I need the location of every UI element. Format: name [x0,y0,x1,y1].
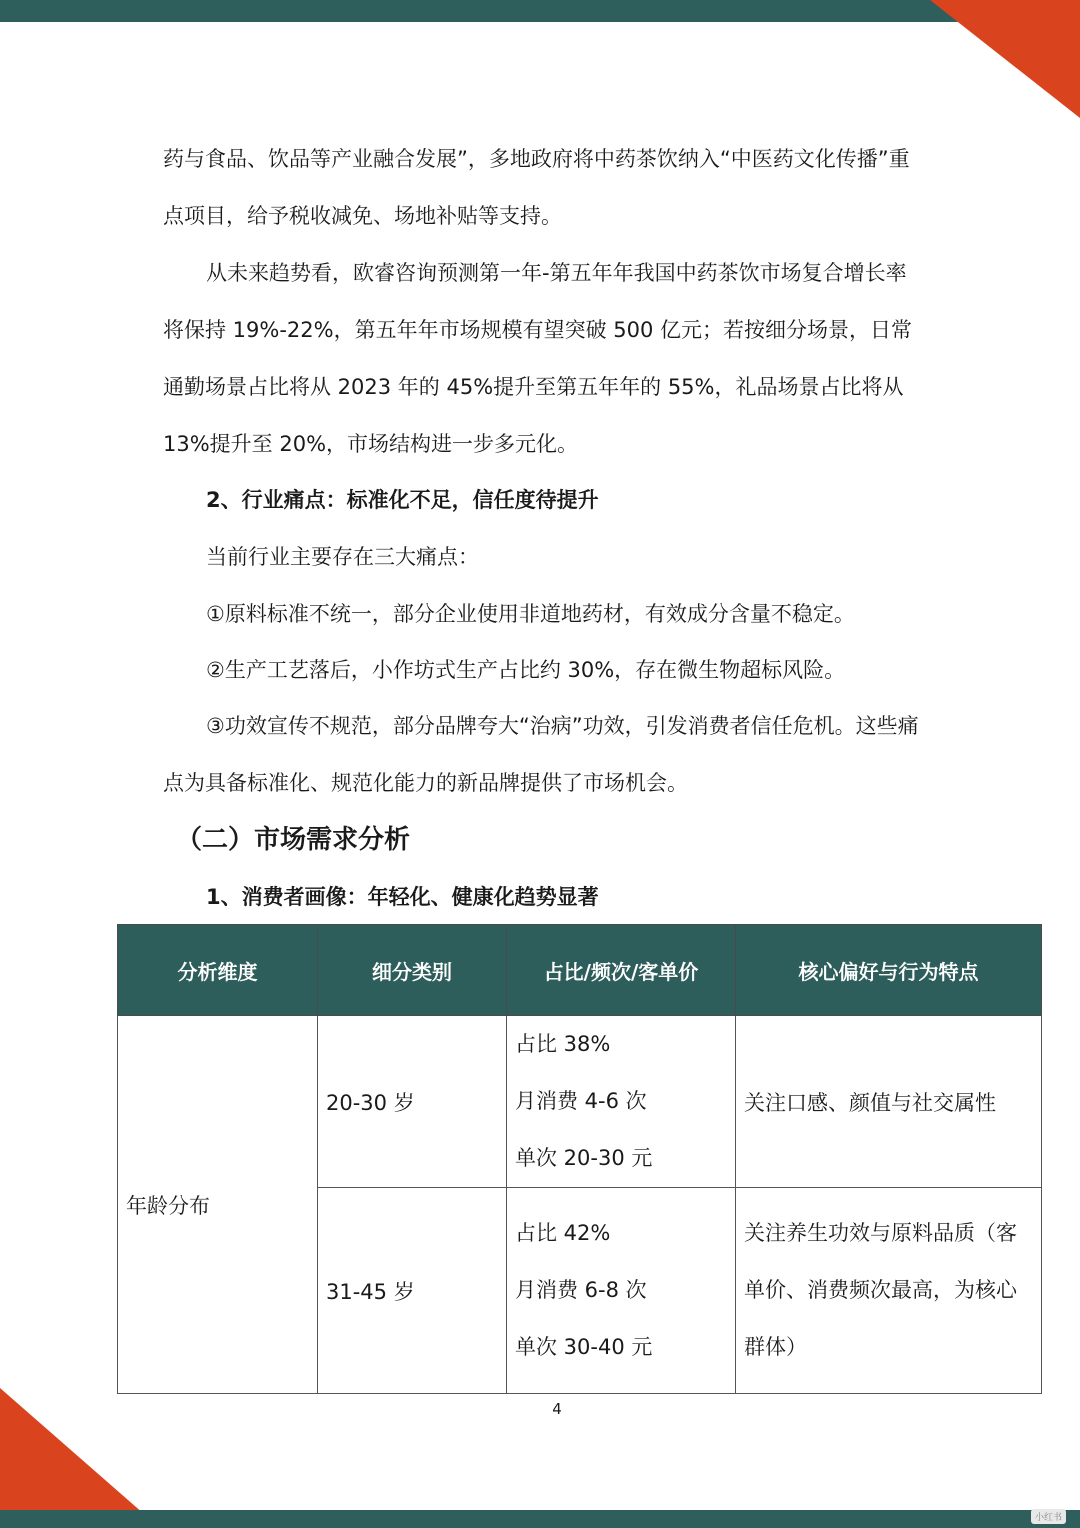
top-decor-bar [0,0,1080,22]
paragraph-pain-2: ②生产工艺落后，小作坊式生产占比约 30%，存在微生物超标风险。 [206,658,846,682]
cell-preference: 关注养生功效与原料品质（客单价、消费频次最高，为核心群体） [736,1188,1042,1394]
frequency-value: 月消费 4-6 次 [515,1089,647,1113]
cell-preference: 关注口感、颜值与社交属性 [736,1016,1042,1188]
price-value: 单次 20-30 元 [515,1146,653,1170]
table-header-row [118,925,1042,1016]
share-value: 占比 38% [515,1032,611,1056]
section-title: （二）市场需求分析 [176,825,411,855]
bottom-left-corner-decor [0,1388,160,1528]
paragraph-pain-intro: 当前行业主要存在三大痛点： [206,545,479,569]
cell-category: 20-30 岁 [318,1016,507,1188]
paragraph-pain-3: ③功效宣传不规范，部分品牌夸大“治病”功效，引发消费者信任危机。这些痛点为具备标准化、规范化能力的新品牌提供了市场机会。 [163,714,919,795]
header-dimension: 分析维度 [118,925,318,1016]
cell-share [507,1016,736,1188]
paragraph-policy: 药与食品、饮品等产业融合发展”，多地政府将中药茶饮纳入“中医药文化传播”重点项目，给予税收减免、场地补贴等支持。 [163,147,910,228]
heading-pain-points: 2、行业痛点：标准化不足，信任度待提升 [206,488,599,512]
consumer-profile-table [117,924,1042,1394]
cell-category: 31-45 岁 [318,1188,507,1394]
paragraph-pain-1: ①原料标准不统一，部分企业使用非道地药材，有效成分含量不稳定。 [206,602,855,626]
cell-share [507,1188,736,1394]
section-subtitle: 1、消费者画像：年轻化、健康化趋势显著 [206,885,599,909]
watermark: 小红书 [1031,1509,1066,1524]
bottom-decor-bar [0,1510,1080,1528]
page-number: 4 [552,1400,562,1418]
cell-dimension: 年龄分布 [118,1016,318,1394]
top-right-corner-decor [930,0,1080,120]
frequency-value: 月消费 6-8 次 [515,1278,647,1302]
paragraph-trend: 从未来趋势看，欧睿咨询预测第一年-第五年年我国中药茶饮市场复合增长率将保持 19%-22%，第五年年市场规模有望突破 500 亿元；若按细分场景，日常通勤场景占比将从 2023 年的 45%提升至第五年年的 55%，礼品场景占比将从 13%提升至 20%，市场结构进一步多元化。 [163,261,913,456]
share-value: 占比 42% [515,1221,611,1245]
header-share: 占比/频次/客单价 [507,925,736,1016]
header-category: 细分类别 [318,925,507,1016]
table-row [118,1016,1042,1188]
price-value: 单次 30-40 元 [515,1335,653,1359]
header-preference: 核心偏好与行为特点 [736,925,1042,1016]
